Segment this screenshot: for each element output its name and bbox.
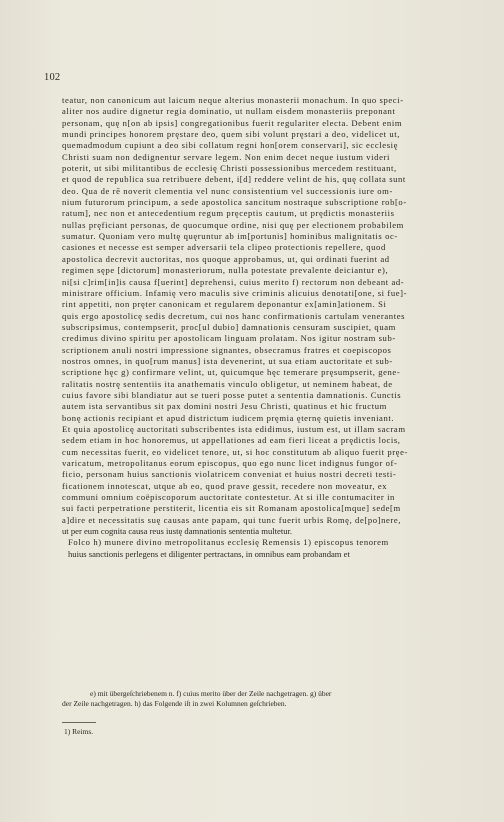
text-line: aliter nos audire dignetur regia dominatio, ut nullam eisdem monasteriis preponant (62, 106, 396, 117)
text-line: ut per eum cognita causa reus iustę damnationis sententia multetur. (62, 526, 293, 537)
text-line: quemadmodum cupiunt a deo sibi collatum regni hon[orem conservari], sic ecclesię (62, 140, 399, 151)
text-line: subscripsimus, contempserit, proc[ul dubio] damnationis censuram suscipiet, quam (62, 321, 396, 332)
text-line: communi omnium coëpiscoporum auctoritate contestetur. At si ille contumaciter in (62, 492, 395, 503)
footnote: 1) Reims. (64, 727, 94, 736)
text-line: apostolica decrevit auctoritas, nos quoque approbamus, ut, qui ordinati fuerint ad (62, 253, 390, 264)
main-text (62, 95, 466, 560)
text-line: Christi suam non dedignentur servare legem. Non enim decet neque iustum videri (62, 151, 390, 162)
text-line: cuius favore sibi blandiatur aut se tueri posse putet a sententia damnationis. Cunctis (62, 389, 402, 400)
text-line: bonę actionis recipiant et apud districtum iudicem pręmia ęternę quietis inveniant. (62, 412, 395, 423)
text-line: sumatur. Quoniam vero multę quęruntur ab im[portunis] hominibus malignitatis oc- (62, 231, 398, 242)
text-line: Et quia apostolicę auctoritati subscribentes ista edidimus, iustum est, ut illam sacram (62, 423, 406, 434)
text-line: ficationem innotescat, utque ab eo, quod prave gessit, recedere non moveatur, ex (62, 480, 388, 491)
text-line: autem ista servantibus sit pax domini nostri Jesu Christi, quatinus et hic fructum (62, 401, 387, 412)
text-line: casiones et necesse est semper adversarii tela clipeo protectionis repellere, quod (62, 242, 386, 253)
text-line: mundi principes honorem pręstare deo, quem sibi volunt pręstari a deo, videlicet ut, (62, 129, 400, 140)
text-line: ralitatis nostrę sententiis ita anathematis vinculo obligetur, ut neminem habeat, de (62, 378, 393, 389)
text-line: nium futurorum principum, a sede apostolica sancitum nostraque subscriptione rob[o- (62, 197, 407, 208)
text-line: ministrare officium. Infamię vero maculis sive criminis alicuius denotati[one, si fue]- (62, 287, 408, 298)
text-line: a]dire et necessitatis suę causas ante papam, qui tunc fuerit urbis Romę, de[po]nere, (62, 514, 402, 525)
text-line: Folco h) munere divino metropolitanus ecclesię Remensis 1) episcopus tenorem (68, 537, 389, 548)
text-line: poterit, ut sibi militantibus de ecclesię Christi possessionibus mercedem restituant, (62, 163, 397, 174)
text-line: varicatum, metropolitanus eorum episcopus, quo ego nunc licet indignus fungor of- (62, 458, 398, 468)
apparatus-line: e) mit übergeſchriebenem n. f) cuius merito über der Zeile nachgetragen. g) über (90, 689, 332, 698)
text-line: scriptione hęc g) confirmare velint, ut, quicumque hęc temerare pręsumpserit, gene- (62, 367, 401, 378)
text-line: credimus divino spiritu per apostolicam linguam prolatam. Nos igitur nostram sub- (62, 333, 396, 344)
text-line: deo. Qua de rē noverit clementia vel nunc consistentium vel successionis iure om- (62, 185, 393, 196)
text-line: teatur, non canonicum aut laicum neque alterius monasterii monachum. In quo speci- (62, 95, 404, 105)
text-line: nostros omnes, in quo[rum manus] ista devenerint, ut sua etiam auctoritate et sub- (62, 355, 393, 366)
text-line: ni[si c]rim[in]is causa f[uerint] deprehensi, cuius merito f) rectorum non debeant ad- (62, 276, 405, 287)
text-line: personam, quę n[on ab ipsis] congregationibus fuerit regulariter electa. Debent enim (62, 117, 403, 128)
text-line: regimen sępe [dictorum] monasteriorum, nulla potestate prevalente deiciantur e), (62, 265, 389, 276)
critical-apparatus (62, 689, 470, 709)
page-number: 102 (44, 72, 61, 83)
footnote-rule (62, 722, 96, 723)
text-line: sedem etiam in hoc honoremus, ut appellationes ad eam fieri liceat a prędictis locis, (62, 435, 401, 446)
text-line: scriptionem anuli nostri impressione signantes, obsecramus fratres et coepiscopos (62, 344, 392, 355)
text-line: sui facti perpetratione perstiterit, licentia eis sit Romanam apostolica[mque] sede[m (62, 503, 401, 514)
text-line: ratum], nec non et antecedentium regum pręceptis cautum, ut prędictis monasteriis (62, 208, 395, 219)
text-line: ficio, personam huius sanctionis violatricem conveniat et huius nostri decreti testi- (62, 469, 397, 480)
text-line: huius sanctionis perlegens et diligenter pertractans, in omnibus eam probandam et (68, 548, 350, 559)
text-line: rint appetiti, non pręter canonicam et regularem deponantur ex[amin]ationem. Si (62, 299, 387, 310)
text-line: cum necessitas fuerit, eo videlicet tenore, ut, si hoc constitutum ab aliquo fuerit pręe- (62, 446, 408, 457)
apparatus-line: der Zeile nachgetragen. h) das Folgende iſt in zwei Kolumnen geſchrieben. (62, 699, 287, 708)
text-line: quis ergo apostolicę sedis decretum, cui nos hanc confirmationis cartulam venerantes (62, 310, 406, 321)
text-line: nullas pręficiant personas, de quocumque ordine, nisi quę per electionem probabilem (62, 219, 404, 230)
text-line: et quod de republica sua retribuere debent, i[d] reddere velint de his, quę collata sunt (62, 174, 406, 185)
